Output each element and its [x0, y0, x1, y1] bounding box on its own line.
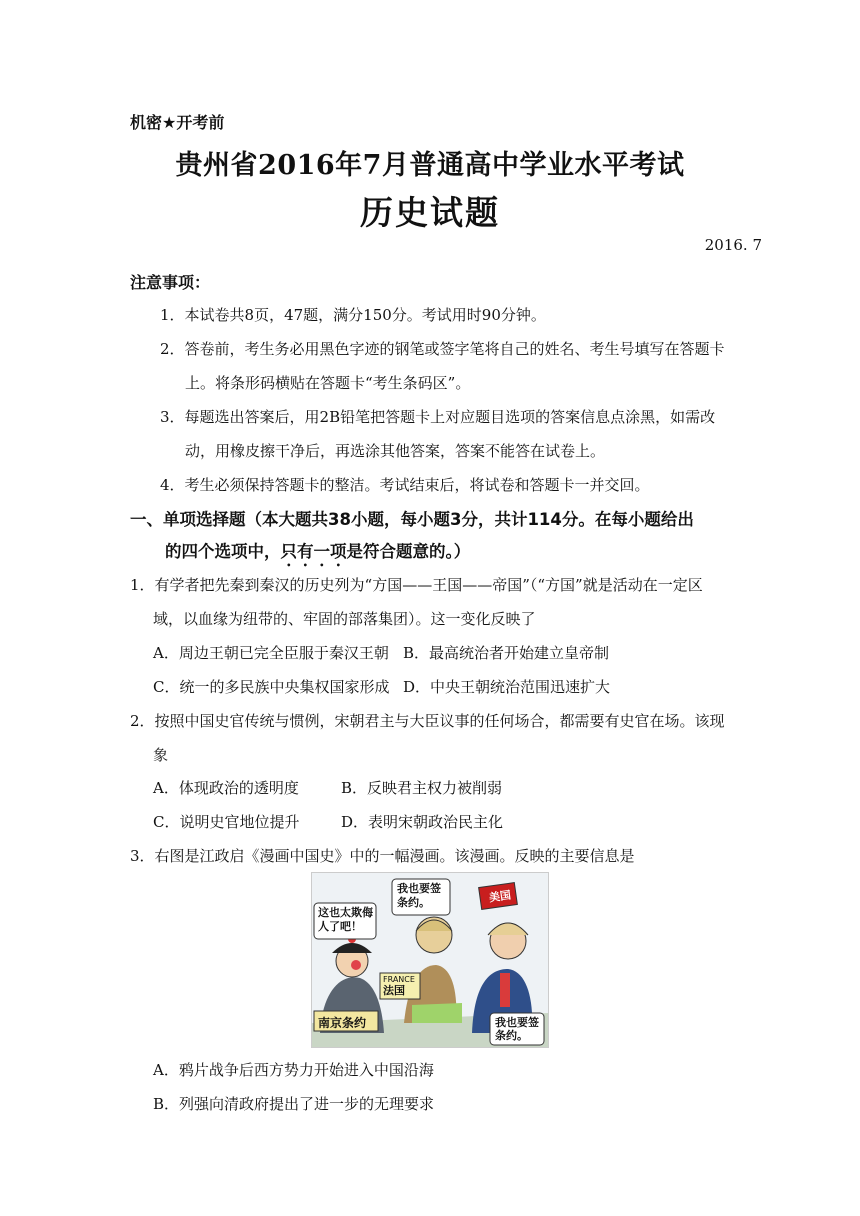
q1-option-d: D．中央王朝统治范围迅速扩大	[403, 678, 611, 696]
bubble-official-line2: 人了吧！	[318, 920, 362, 933]
q2-option-d: D．表明宋朝政治民主化	[341, 813, 504, 831]
bubble-usa-line1: 我也要签	[495, 1016, 539, 1029]
sign-france	[383, 974, 415, 996]
sign-france-cn: 法国	[383, 984, 405, 997]
sign-usa: 美国	[488, 888, 512, 905]
q3-stem: 3．右图是江政启《漫画中国史》中的一幅漫画。该漫画。反映的主要信息是	[130, 847, 635, 865]
confidential-label: 机密★开考前	[130, 113, 225, 132]
bubble-official-line1: 这也太欺侮	[318, 906, 373, 919]
bubble-usa	[495, 1016, 539, 1042]
q2-option-c: C．说明史官地位提升	[153, 813, 300, 831]
notice-item-3-cont: 动，用橡皮擦干净后，再选涂其他答案，答案不能答在试卷上。	[185, 442, 606, 460]
notice-item-4: 4．考生必须保持答题卡的整洁。考试结束后，将试卷和答题卡一并交回。	[160, 476, 650, 494]
section-heading: 一、单项选择题（本大题共38小题，每小题3分，共计114分。在每小题给出	[130, 510, 694, 529]
bubble-france-line2: 条约。	[397, 896, 430, 909]
subject-title: 历史试题	[360, 193, 500, 232]
section-heading-part-b: 是符合题意的。）	[346, 542, 471, 561]
q3-option-a: A．鸦片战争后西方势力开始进入中国沿海	[153, 1061, 434, 1079]
notice-item-2: 2．答卷前，考生务必用黑色字迹的钢笔或签字笔将自己的姓名、考生号填写在答题卡	[160, 340, 725, 358]
sign-nanjing-treaty: 南京条约	[318, 1016, 367, 1030]
exam-title: 贵州省2016年7月普通高中学业水平考试	[175, 150, 685, 181]
q1-stem-cont: 域，以血缘为纽带的、牢固的部落集团）。这一变化反映了	[153, 610, 536, 628]
q1-option-a: A．周边王朝已完全臣服于秦汉王朝	[153, 644, 389, 662]
q2-stem-cont: 象	[153, 746, 169, 764]
q3-option-b: B．列强向清政府提出了进一步的无理要求	[153, 1095, 435, 1113]
sign-france-en: FRANCE	[383, 975, 415, 984]
bubble-official	[318, 906, 373, 934]
notice-item-3: 3．每题选出答案后，用2B铅笔把答题卡上对应题目选项的答案信息点涂黑，如需改	[160, 408, 716, 426]
section-heading-cont	[165, 538, 470, 570]
section-heading-emphasis: 只有一项	[280, 542, 347, 561]
q2-option-b: B．反映君主权力被削弱	[341, 779, 503, 797]
q2-stem: 2．按照中国史官传统与惯例，宋朝君主与大臣议事的任何场合，都需要有史官在场。该现	[130, 712, 725, 730]
q2-option-a: A．体现政治的透明度	[153, 779, 299, 797]
q1-option-c: C．统一的多民族中央集权国家形成	[153, 678, 390, 696]
bubble-usa-line2: 条约。	[495, 1029, 528, 1042]
bubble-france-line1: 我也要签	[397, 882, 441, 895]
exam-date: 2016. 7	[704, 236, 762, 254]
q1-stem: 1．有学者把先秦到秦汉的历史列为“方国——王国——帝国”（“方国”就是活动在一定区	[130, 576, 703, 594]
section-heading-part-a: 的四个选项中，	[165, 542, 281, 561]
notice-heading: 注意事项：	[130, 273, 211, 292]
bubble-france	[397, 882, 441, 910]
cartoon-image	[311, 872, 549, 1048]
q1-option-b: B．最高统治者开始建立皇帝制	[403, 644, 610, 662]
notice-item-2-cont: 上。将条形码横贴在答题卡“考生条码区”。	[185, 374, 471, 392]
notice-item-1: 1．本试卷共8页，47题，满分150分。考试用时90分钟。	[160, 306, 546, 324]
